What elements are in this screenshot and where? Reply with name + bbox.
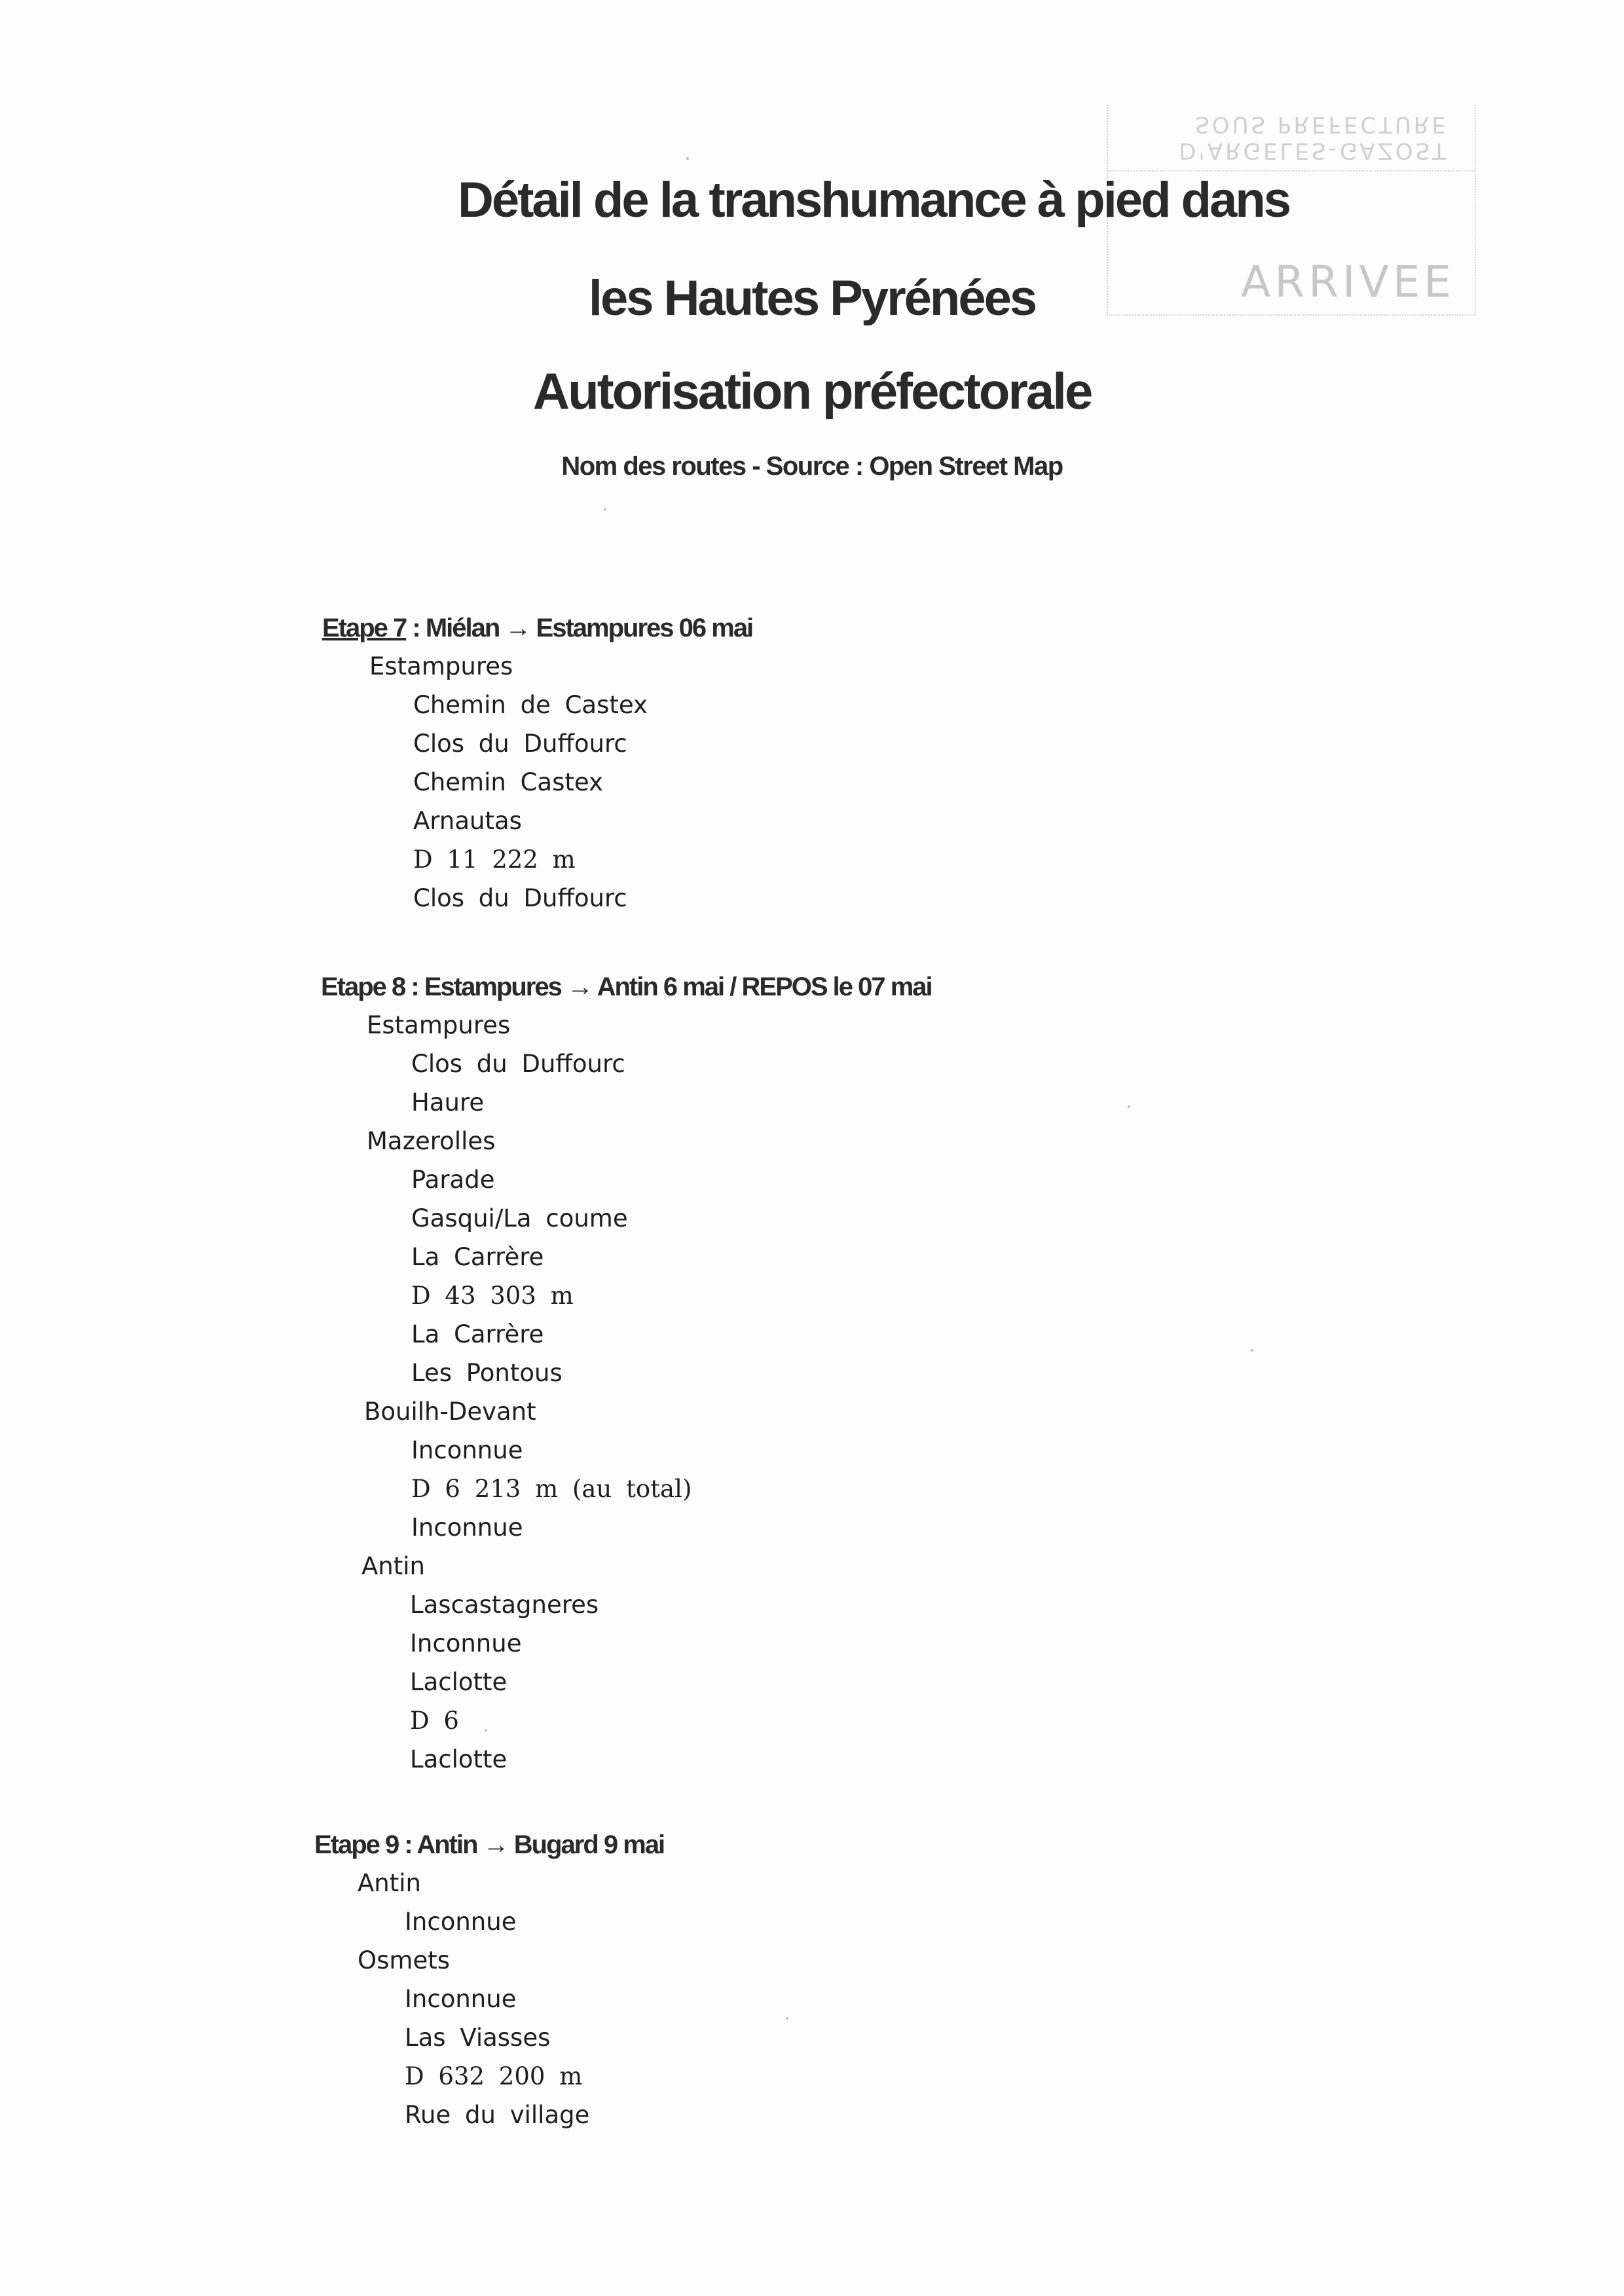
route-item: Gasqui/La coume: [411, 1204, 628, 1232]
stage-places: [314, 1864, 664, 2134]
stamp-received: ARRIVEE: [1241, 257, 1455, 307]
scan-speck: [485, 1729, 487, 1731]
stage-route-summary: : Estampures → Antin 6 mai / REPOS le 07 mai: [405, 972, 932, 1001]
stage-label: Etape 9: [314, 1830, 399, 1859]
scan-speck: [604, 508, 606, 511]
route-item: La Carrère: [411, 1243, 544, 1271]
route-item: Rue du village: [405, 2101, 590, 2129]
stage-places: [322, 647, 752, 917]
route-list: [367, 1160, 932, 1392]
route-item: Laclotte: [410, 1745, 507, 1773]
route-list: [358, 1980, 664, 2134]
page-title-line-3: Autorisation préfectorale: [532, 362, 1092, 420]
route-item: Clos du Duffourc: [413, 884, 627, 912]
route-list: [367, 1045, 932, 1122]
route-item: Inconnue: [405, 1908, 517, 1936]
scan-speck: [1128, 1105, 1130, 1108]
route-list: [369, 686, 752, 917]
route-list: [367, 1585, 932, 1779]
route-item: Chemin Castex: [413, 768, 603, 796]
stage-9: [314, 1826, 664, 2134]
stamp-line-2: D'ARGELES-GAZOST: [1179, 138, 1449, 164]
route-item: Lascastagneres: [410, 1591, 599, 1619]
route-item: D 11 222 m: [413, 845, 576, 874]
route-item: D 6: [410, 1707, 459, 1735]
place-name: Mazerolles: [367, 1127, 496, 1155]
stage-8: [321, 968, 932, 1779]
route-item: Parade: [411, 1166, 495, 1194]
route-item: Inconnue: [411, 1513, 523, 1542]
route-item: Inconnue: [411, 1436, 523, 1464]
page-subtitle: Nom des routes - Source : Open Street Map: [561, 452, 1063, 481]
page-title-line-2: les Hautes Pyrénées: [588, 270, 1036, 326]
route-list: [367, 1431, 932, 1547]
stage-7: [322, 609, 752, 917]
route-item: Haure: [411, 1088, 485, 1117]
stage-heading: [321, 968, 932, 1006]
route-item: Las Viasses: [405, 2024, 551, 2052]
route-list: [358, 1902, 664, 1941]
route-item: Clos du Duffourc: [413, 730, 627, 758]
scan-speck: [686, 157, 689, 160]
scan-speck: [786, 2017, 788, 2020]
stage-route-summary: : Miélan → Estampures 06 mai: [406, 614, 753, 642]
stage-label: Etape 7: [322, 614, 407, 642]
stage-places: [321, 1006, 932, 1779]
place-name: Osmets: [358, 1946, 450, 1974]
route-item: La Carrère: [411, 1320, 544, 1348]
route-item: D 632 200 m: [405, 2062, 583, 2090]
stage-heading: [322, 609, 752, 647]
place-name: Estampures: [369, 652, 513, 680]
place-name: Bouilh-Devant: [364, 1398, 536, 1426]
route-item: Chemin de Castex: [413, 691, 648, 719]
place-name: Antin: [361, 1552, 425, 1580]
stage-route-summary: : Antin → Bugard 9 mai: [398, 1830, 665, 1859]
route-item: D 43 303 m: [411, 1282, 574, 1310]
stage-heading: [314, 1826, 664, 1864]
stage-label: Etape 8: [321, 972, 405, 1001]
route-item: Les Pontous: [411, 1359, 563, 1387]
route-item: Laclotte: [410, 1668, 507, 1696]
route-item: D 6 213 m (au total): [411, 1475, 692, 1503]
place-name: Antin: [358, 1869, 421, 1897]
place-name: Estampures: [367, 1011, 511, 1039]
scan-speck: [1251, 1349, 1253, 1352]
stamp-line-1: SOUS PREFECTURE: [1195, 111, 1449, 138]
route-item: Clos du Duffourc: [411, 1050, 625, 1078]
page-title-line-1: Détail de la transhumance à pied dans: [457, 172, 1290, 228]
route-item: Arnautas: [413, 807, 522, 835]
route-item: Inconnue: [405, 1985, 517, 2013]
route-item: Inconnue: [410, 1629, 522, 1657]
